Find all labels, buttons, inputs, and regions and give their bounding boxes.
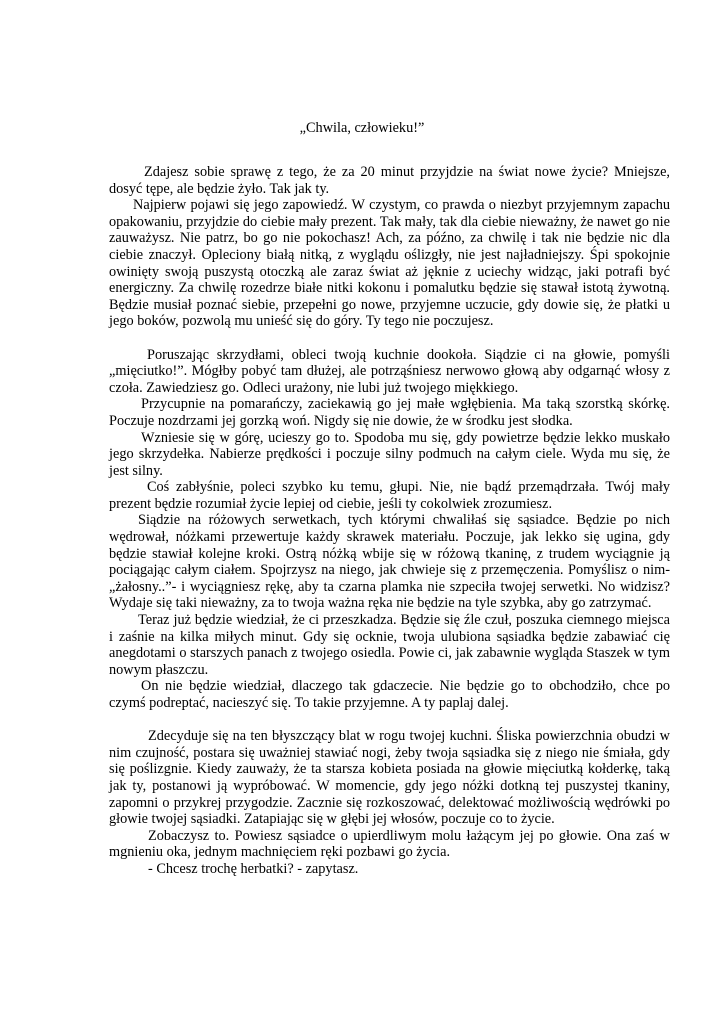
paragraph-8: Teraz już będzie wiedział, że ci przeszkadza. Będzie się źle czuł, poszuka ciemnego miejsca i zaśnie na kilka miłych minut. Gdy się ocknie, twoja ulubiona sąsiadka będzie zabawiać cię anegdotami o starszych panach z twojego osiedla. Powie ci, jak zabawnie wygląda Staszek w tym nowym płaszczu. xyxy=(109,612,670,678)
paragraph-1: Zdajesz sobie sprawę z tego, że za 20 minut przyjdzie na świat nowe życie? Mniejsze, dosyć tępe, ale będzie żyło. Tak jak ty. xyxy=(109,164,670,197)
paragraph-2: Najpierw pojawi się jego zapowiedź. W czystym, co prawda o niezbyt przyjemnym zapachu opakowaniu, przyjdzie do ciebie mały prezent. Tak mały, tak dla ciebie nieważny, że nawet go nie zauważysz. Nie patrz, bo go nie pokochasz! Ach, za późno, za chwilę i tak nie będzie nic dla ciebie znaczył. Opleciony białą nitką, z wyglądu oślizgły, nie jest najładniejszy. Śpi spokojnie owinięty swoją puszystą otoczką ale zaraz świat aż jęknie z uciechy widząc, jaki potrafi być energiczny. Za chwilę rozedrze białe nitki kokonu i pomalutku będzie się stawał istotą żywotną. Będzie musiał poznać siebie, przepełni go nowe, przyjemne uczucie, gdy dowie się, że płatki u jego boków, pozwolą mu unieść się do góry. Ty tego nie poczujesz. xyxy=(109,197,670,330)
paragraph-6: Coś zabłyśnie, poleci szybko ku temu, głupi. Nie, nie bądź przemądrzała. Twój mały prezent będzie rozumiał życie lepiej od ciebie, jeśli ty cokolwiek zrozumiesz. xyxy=(109,479,670,512)
paragraph-7: Siądzie na różowych serwetkach, tych którymi chwaliłaś się sąsiadce. Będzie po nich wędrował, nóżkami przewertuje każdy skrawek materiału. Poczuje, jak lekko się ugina, gdy będzie stawiał kolejne kroki. Ostrą nóżką wbije się w różową tkaninę, z trudem wyciągnie ją pociągając całym ciałem. Spojrzysz na niego, jak chwieje się z przemęczenia. Pomyślisz o nim- „żałosny..”- i wyciągniesz rękę, aby ta czarna plamka nie szpeciła twojej serwetki. No widzisz? Wydaje się taki nieważny, za to twoja ważna ręka nie będzie na tyle szybka, aby go zatrzymać. xyxy=(109,512,670,612)
paragraph-4: Przycupnie na pomarańczy, zaciekawią go jej małe wgłębienia. Ma taką szorstką skórkę. Poczuje nozdrzami jej gorzką woń. Nigdy się nie dowie, że w środku jest słodka. xyxy=(109,396,670,429)
paragraph-5: Wzniesie się w górę, ucieszy go to. Spodoba mu się, gdy powietrze będzie lekko muskało jego skrzydełka. Nabierze prędkości i poczuje silny podmuch na całym ciele. Wyda mu się, że jest silny. xyxy=(109,429,670,479)
paragraph-3: Poruszając skrzydłami, obleci twoją kuchnie dookoła. Siądzie ci na głowie, pomyśli „mięciutko!”. Mógłby pobyć tam dłużej, ale potrząśniesz nerwowo głową aby odgarnąć włosy z czoła. Zawiedziesz go. Odleci urażony, nie lubi już twojego miękkiego. xyxy=(109,346,670,396)
paragraph-9: On nie będzie wiedział, dlaczego tak gdaczecie. Nie będzie go to obchodziło, chce po czymś podreptać, nacieszyć się. To takie przyjemne. A ty paplaj dalej. xyxy=(109,678,670,711)
story-body xyxy=(109,164,670,878)
paragraph-11: Zobaczysz to. Powiesz sąsiadce o upierdliwym molu łażącym jej po głowie. Ona zaś w mgnieniu oka, jednym machnięciem ręki pozbawi go życia. xyxy=(109,827,670,861)
paragraph-12: - Chcesz trochę herbatki? - zapytasz. xyxy=(148,860,359,877)
story-title: „Chwila, człowieku!” xyxy=(299,120,425,136)
paragraph-10: Zdecyduje się na ten błyszczący blat w rogu twojej kuchni. Śliska powierzchnia obudzi w nim czujność, postara się uważniej stawiać nogi, żeby twoja sąsiadka się z niego nie śmiała, gdy się poślizgnie. Kiedy zauważy, że ta starsza kobieta posiada na głowie mięciutką kołderkę, taką jak ty, postanowi ją wypróbować. W momencie, gdy jego nóżki dotkną tej puszystej tkaniny, zapomni o przykrej przygodzie. Zacznie się rozkoszować, delektować możliwością wędrówki po głowie twojej sąsiadki. Zatapiając się w głębi jej włosów, poczuje co to życie. xyxy=(109,728,670,828)
